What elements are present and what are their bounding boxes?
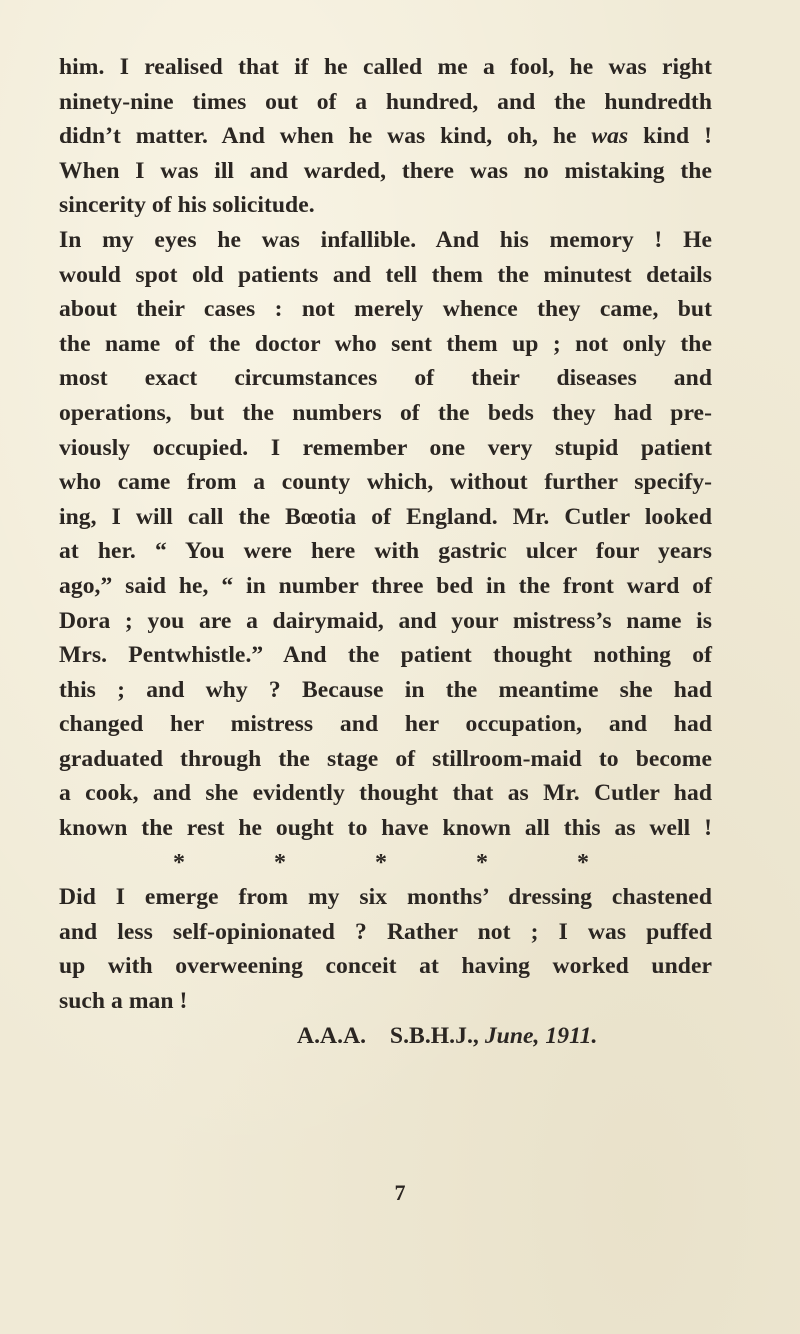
body-text bbox=[59, 50, 712, 1053]
text-line: Did I emerge from my six months’ dressing chastened bbox=[59, 884, 712, 911]
text-line: such a man ! bbox=[59, 988, 188, 1015]
text-segment: kind ! bbox=[628, 123, 712, 150]
text-line: this ; and why ? Because in the meantime she had bbox=[59, 676, 712, 703]
paragraph-1 bbox=[59, 50, 712, 223]
asterisk: * bbox=[273, 849, 287, 876]
text-line: the name of the doctor who sent them up ; not only the bbox=[59, 330, 712, 357]
text-line: about their cases : not merely whence they came, but bbox=[59, 296, 712, 323]
text-line: him. I realised that if he called me a fool, he was right bbox=[59, 54, 712, 80]
text-line: ing, I will call the Bœotia of England. Mr. Cutler looked bbox=[59, 503, 712, 530]
paragraph-3 bbox=[59, 880, 712, 1018]
signature-source: S.B.H.J., bbox=[389, 1022, 479, 1049]
asterisk: * bbox=[576, 849, 589, 876]
emphasis-was: was bbox=[591, 123, 629, 150]
text-line: at her. “ You were here with gastric ulcer four years bbox=[59, 538, 712, 565]
paragraph-2 bbox=[59, 223, 712, 846]
text-line bbox=[59, 119, 712, 154]
asterisk: * bbox=[374, 849, 388, 876]
signature-line bbox=[297, 1019, 712, 1054]
text-line: up with overweening conceit at having worked under bbox=[59, 953, 712, 980]
text-line: Dora ; you are a dairymaid, and your mistress’s name is bbox=[59, 607, 712, 634]
text-line: ago,” said he, “ in number three bed in the front ward of bbox=[59, 572, 712, 599]
text-line: sincerity of his solicitude. bbox=[59, 192, 315, 219]
text-line: Mrs. Pentwhistle.” And the patient thought nothing of bbox=[59, 642, 712, 669]
text-line: viously occupied. I remember one very stupid patient bbox=[59, 434, 712, 461]
page-number: 7 bbox=[394, 1180, 406, 1205]
text-line: graduated through the stage of stillroom-maid to become bbox=[59, 745, 712, 772]
text-line: known the rest he ought to have known all this as well ! bbox=[59, 815, 712, 842]
asterisk: * bbox=[173, 849, 186, 876]
text-line: and less self-opinionated ? Rather not ; I was puffed bbox=[59, 918, 712, 945]
text-line: changed her mistress and her occupation, and had bbox=[59, 711, 712, 738]
signature-initials: A.A.A. bbox=[297, 1022, 367, 1049]
text-line: would spot old patients and tell them the minutest details bbox=[59, 261, 712, 288]
text-line: a cook, and she evidently thought that as Mr. Cutler had bbox=[59, 780, 712, 807]
text-line: ninety-nine times out of a hundred, and the hundredth bbox=[59, 88, 712, 115]
section-separator bbox=[173, 846, 589, 881]
asterisk: * bbox=[475, 849, 489, 876]
text-line: who came from a county which, without further specify- bbox=[59, 469, 712, 496]
text-line: most exact circumstances of their diseases and bbox=[59, 365, 712, 392]
signature-date: June, 1911. bbox=[484, 1022, 598, 1049]
text-line: operations, but the numbers of the beds they had pre- bbox=[59, 399, 712, 426]
text-line: In my eyes he was infallible. And his memory ! He bbox=[59, 226, 712, 253]
text-line: When I was ill and warded, there was no mistaking the bbox=[59, 157, 712, 184]
text-segment: didn’t matter. And when he was kind, oh, he bbox=[59, 123, 592, 150]
